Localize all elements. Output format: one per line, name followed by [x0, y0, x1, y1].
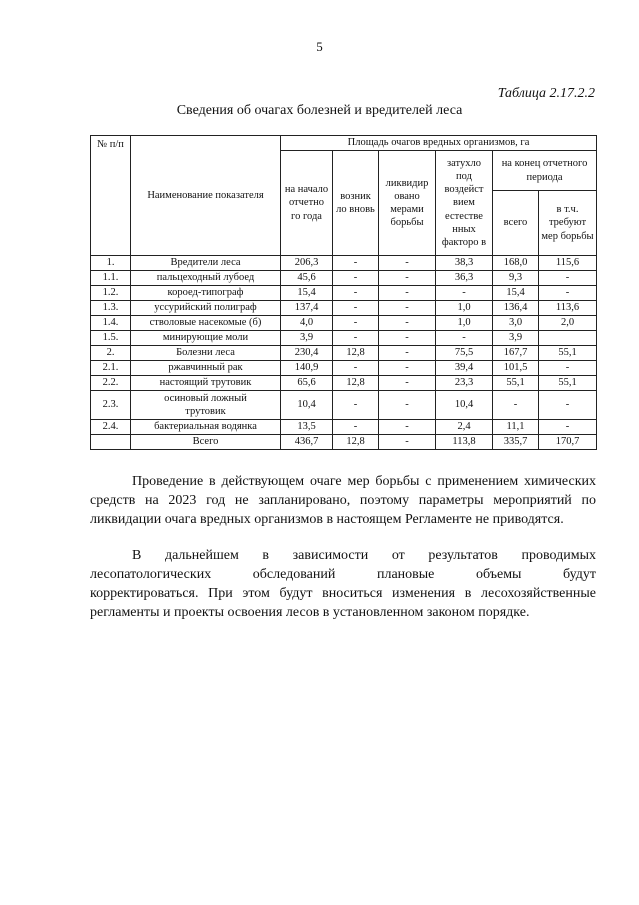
table-row [91, 420, 597, 435]
table-row [91, 316, 597, 331]
cell-liquidated: - [379, 256, 436, 271]
cell-name: Вредители леса [131, 256, 281, 271]
header-faded: затухло под воздейст вием естестве нных факторо в [436, 151, 493, 256]
cell-start: 436,7 [281, 435, 333, 450]
cell-total: 101,5 [493, 361, 539, 376]
cell-faded: 23,3 [436, 376, 493, 391]
table-row-total [91, 435, 597, 450]
cell-new: - [333, 361, 379, 376]
cell-new: - [333, 301, 379, 316]
cell-need: 170,7 [539, 435, 597, 450]
cell-faded: 1,0 [436, 301, 493, 316]
cell-name: короед-типограф [131, 286, 281, 301]
cell-num: 2.1. [91, 361, 131, 376]
cell-new: - [333, 256, 379, 271]
cell-name: осиновый ложный трутовик [131, 391, 281, 420]
cell-total: 3,9 [493, 331, 539, 346]
cell-faded: 75,5 [436, 346, 493, 361]
page-number: 5 [316, 39, 323, 54]
pests-diseases-table [90, 135, 597, 450]
cell-faded: 2,4 [436, 420, 493, 435]
cell-new: 12,8 [333, 435, 379, 450]
cell-need: - [539, 361, 597, 376]
cell-need: - [539, 286, 597, 301]
table-row [91, 331, 597, 346]
table-row [91, 256, 597, 271]
cell-faded: - [436, 286, 493, 301]
cell-start: 140,9 [281, 361, 333, 376]
cell-new: - [333, 286, 379, 301]
cell-num [91, 435, 131, 450]
table-row [91, 286, 597, 301]
cell-new: 12,8 [333, 376, 379, 391]
cell-faded: 10,4 [436, 391, 493, 420]
cell-num: 1.3. [91, 301, 131, 316]
cell-total: - [493, 391, 539, 420]
cell-num: 1.4. [91, 316, 131, 331]
table-row [91, 391, 597, 420]
cell-new: - [333, 331, 379, 346]
cell-total: 15,4 [493, 286, 539, 301]
cell-faded: - [436, 331, 493, 346]
paragraph-2-line-2: лесопатологических обследований плановые объемы будут [90, 567, 596, 582]
cell-start: 10,4 [281, 391, 333, 420]
cell-total: 55,1 [493, 376, 539, 391]
header-new: возник ло вновь [333, 151, 379, 256]
cell-new: 12,8 [333, 346, 379, 361]
cell-name: Всего [131, 435, 281, 450]
cell-num: 2.3. [91, 391, 131, 420]
cell-liquidated: - [379, 331, 436, 346]
header-end-group: на конец отчетного периода [493, 151, 597, 191]
table-row [91, 376, 597, 391]
cell-name: пальцеходный лубоед [131, 271, 281, 286]
cell-name: уссурийский полиграф [131, 301, 281, 316]
cell-num: 2.2. [91, 376, 131, 391]
cell-start: 3,9 [281, 331, 333, 346]
cell-total: 168,0 [493, 256, 539, 271]
cell-new: - [333, 420, 379, 435]
cell-faded: 1,0 [436, 316, 493, 331]
header-liquidated: ликвидир овано мерами борьбы [379, 151, 436, 256]
cell-num: 1. [91, 256, 131, 271]
cell-faded: 113,8 [436, 435, 493, 450]
header-num: № п/п [91, 136, 131, 256]
paragraph-2-rest: корректироваться. При этом будут вноситься изменения в лесохозяйственные регламенты и проекты освоения лесов в установленном законом порядке. [90, 586, 596, 620]
cell-num: 2.4. [91, 420, 131, 435]
cell-liquidated: - [379, 376, 436, 391]
header-name: Наименование показателя [131, 136, 281, 256]
header-end-need: в т.ч. требуют мер борьбы [539, 191, 597, 256]
cell-need: - [539, 271, 597, 286]
cell-num: 2. [91, 346, 131, 361]
header-end-total: всего [493, 191, 539, 256]
header-start: на начало отчетно го года [281, 151, 333, 256]
cell-need: 113,6 [539, 301, 597, 316]
cell-faded: 39,4 [436, 361, 493, 376]
cell-num: 1.2. [91, 286, 131, 301]
header-area-group: Площадь очагов вредных организмов, га [281, 136, 597, 151]
cell-need: 115,6 [539, 256, 597, 271]
cell-liquidated: - [379, 435, 436, 450]
cell-start: 206,3 [281, 256, 333, 271]
table-row [91, 271, 597, 286]
cell-total: 9,3 [493, 271, 539, 286]
cell-start: 15,4 [281, 286, 333, 301]
cell-start: 230,4 [281, 346, 333, 361]
cell-name: настоящий трутовик [131, 376, 281, 391]
cell-start: 4,0 [281, 316, 333, 331]
cell-need: 55,1 [539, 346, 597, 361]
cell-start: 65,6 [281, 376, 333, 391]
table-caption: Таблица 2.17.2.2 [497, 86, 595, 101]
cell-total: 11,1 [493, 420, 539, 435]
cell-need: 55,1 [539, 376, 597, 391]
paragraph-2-line-1: В дальнейшем в зависимости от результатов проводимых [132, 548, 596, 563]
cell-new: - [333, 271, 379, 286]
cell-new: - [333, 391, 379, 420]
cell-name: стволовые насекомые (б) [131, 316, 281, 331]
cell-num: 1.5. [91, 331, 131, 346]
cell-start: 137,4 [281, 301, 333, 316]
cell-liquidated: - [379, 361, 436, 376]
cell-total: 3,0 [493, 316, 539, 331]
paragraph-2 [90, 546, 596, 622]
cell-new: - [333, 316, 379, 331]
cell-need: - [539, 420, 597, 435]
cell-name: бактериальная водянка [131, 420, 281, 435]
table-row [91, 361, 597, 376]
cell-total: 335,7 [493, 435, 539, 450]
cell-liquidated: - [379, 301, 436, 316]
cell-name: Болезни леса [131, 346, 281, 361]
table-row [91, 301, 597, 316]
cell-need [539, 331, 597, 346]
cell-need: 2,0 [539, 316, 597, 331]
cell-start: 13,5 [281, 420, 333, 435]
cell-liquidated: - [379, 286, 436, 301]
cell-liquidated: - [379, 346, 436, 361]
cell-faded: 38,3 [436, 256, 493, 271]
cell-name: ржавчинный рак [131, 361, 281, 376]
table-row [91, 346, 597, 361]
cell-liquidated: - [379, 316, 436, 331]
cell-total: 136,4 [493, 301, 539, 316]
cell-total: 167,7 [493, 346, 539, 361]
cell-faded: 36,3 [436, 271, 493, 286]
paragraph-1: Проведение в действующем очаге мер борьбы с применением химических средств на 2023 год не запланировано, поэтому параметры мероприятий по ликвидации очага вредных организмов в настоящем Регламенте не приводятся. [90, 474, 596, 527]
cell-liquidated: - [379, 271, 436, 286]
table-title: Сведения об очагах болезней и вредителей леса [176, 103, 463, 118]
cell-liquidated: - [379, 420, 436, 435]
cell-need: - [539, 391, 597, 420]
cell-start: 45,6 [281, 271, 333, 286]
cell-liquidated: - [379, 391, 436, 420]
cell-num: 1.1. [91, 271, 131, 286]
cell-name: минирующие моли [131, 331, 281, 346]
